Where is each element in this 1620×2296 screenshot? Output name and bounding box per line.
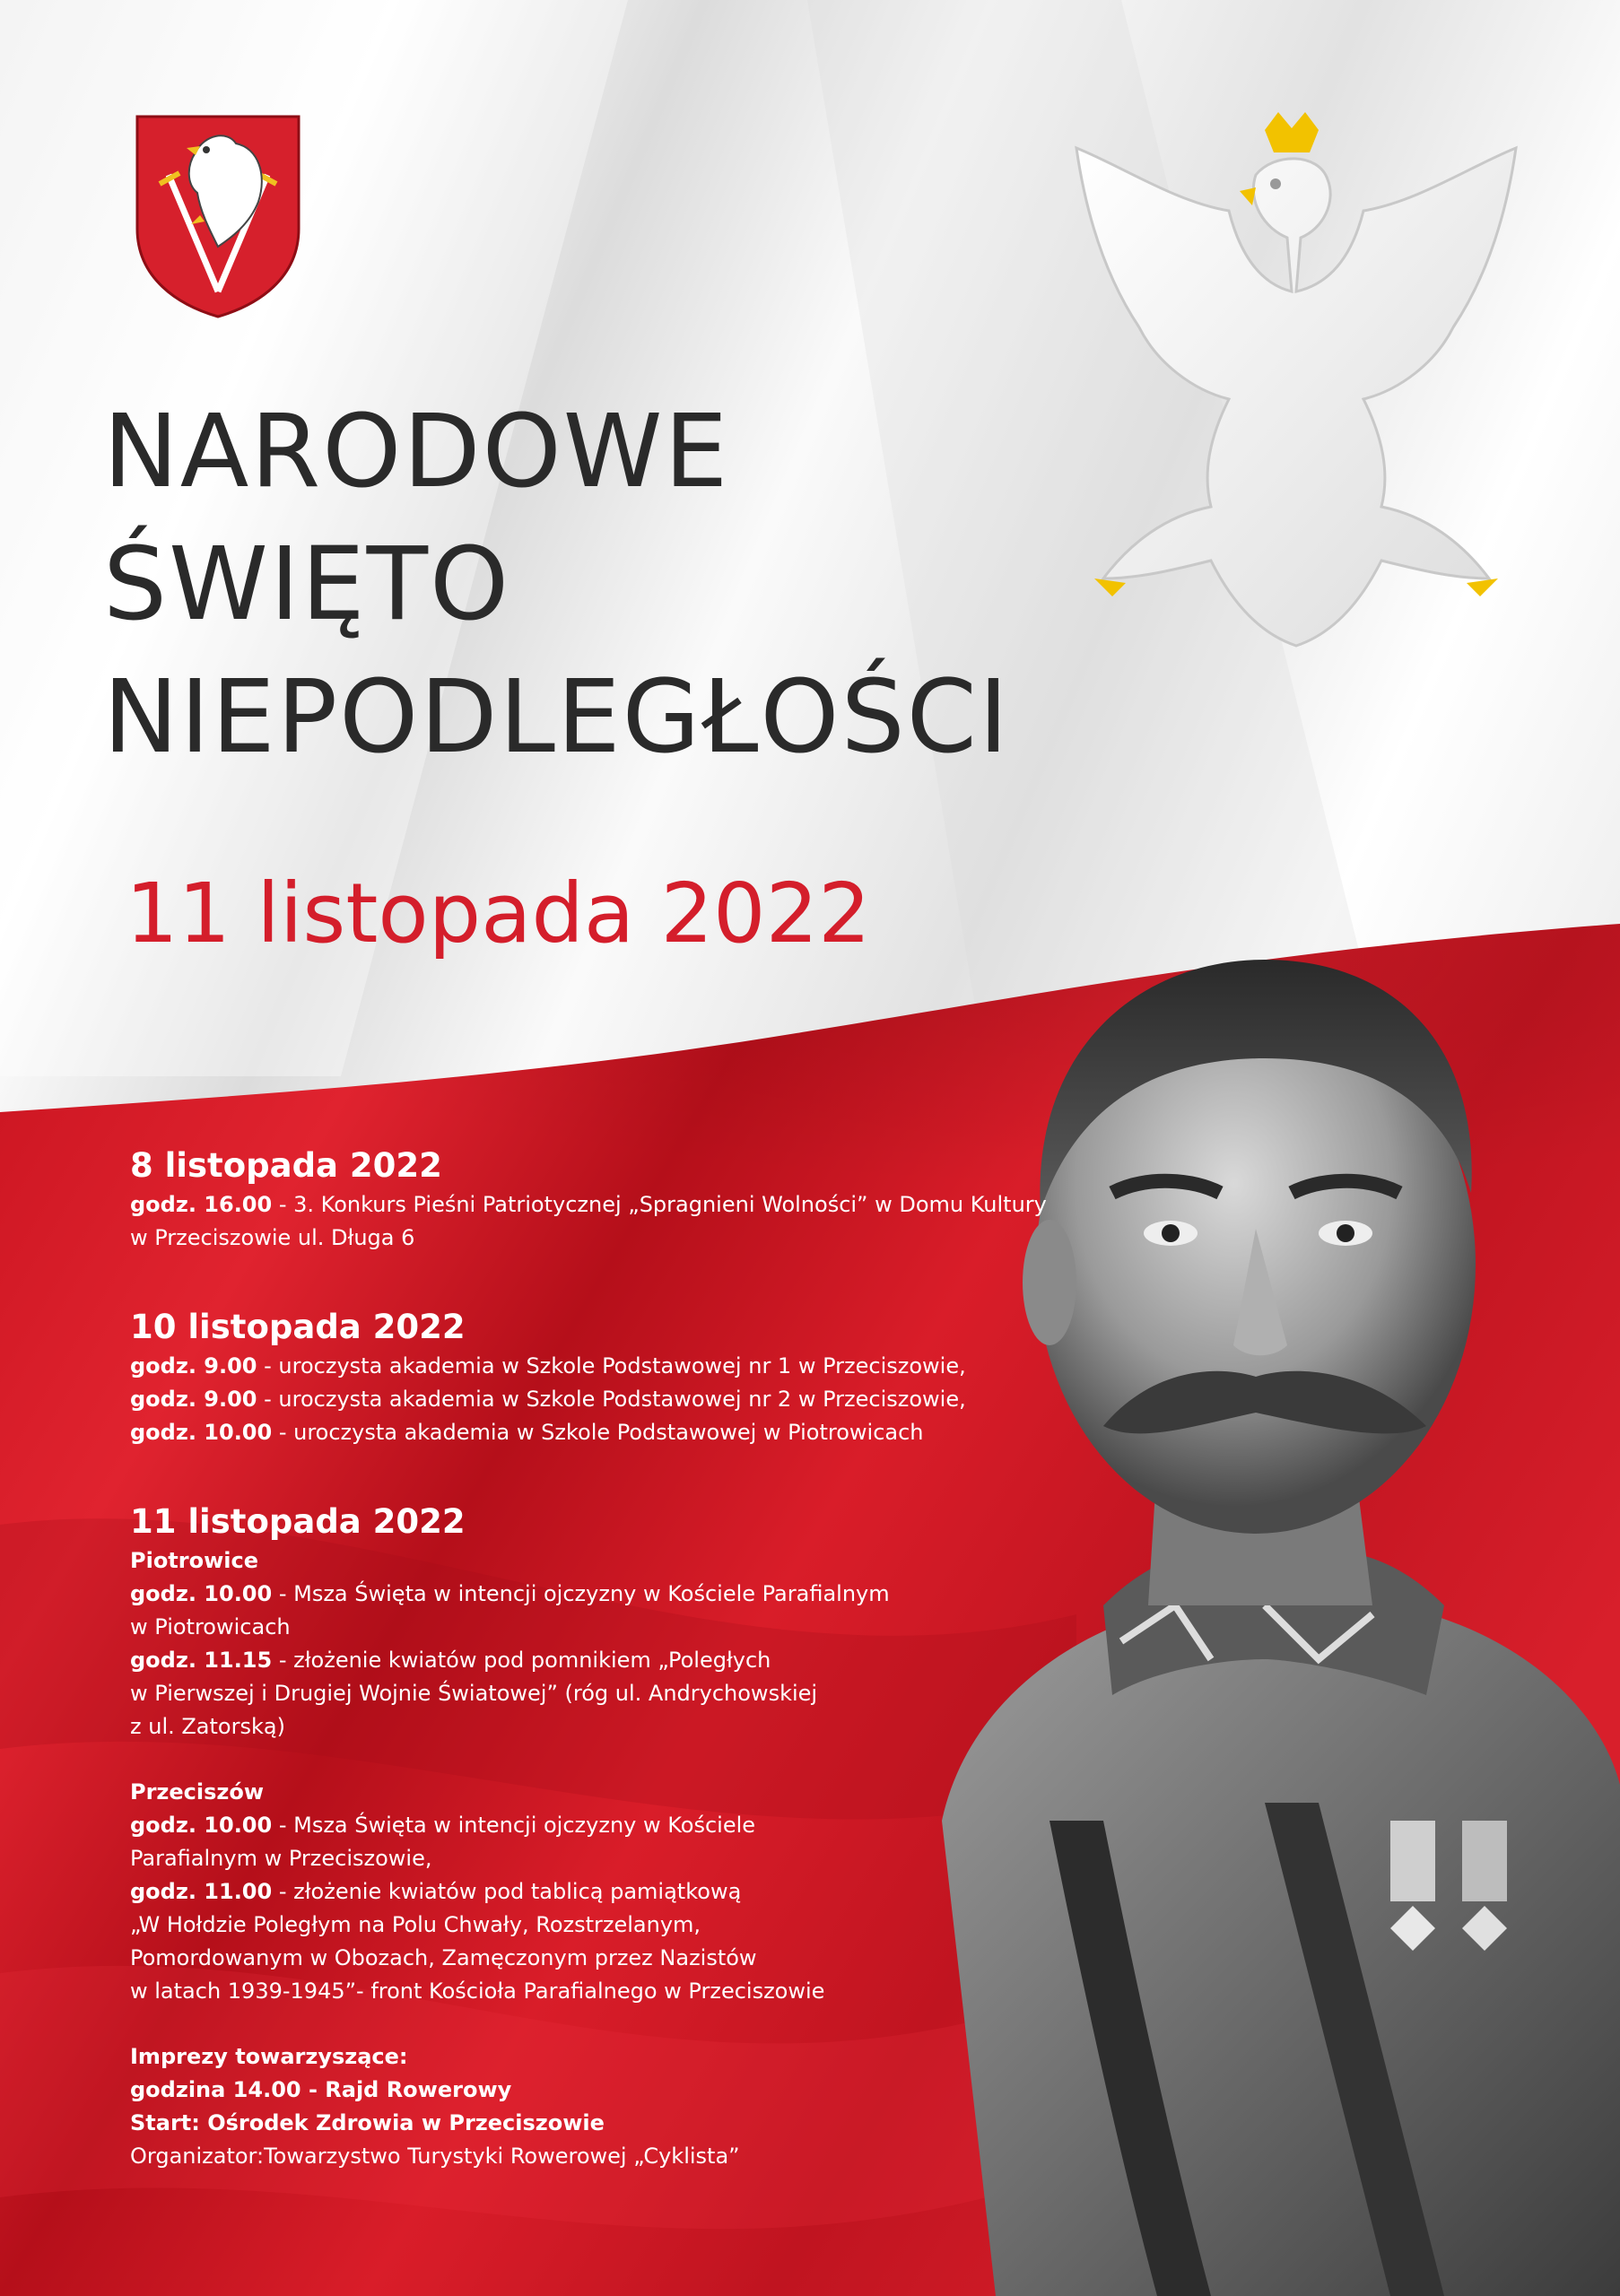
event-line xyxy=(130,1842,1063,1875)
event-time: godz. 11.00 xyxy=(130,1879,273,1904)
event-time: godz. 9.00 xyxy=(130,1353,257,1378)
event-text: - złożenie kwiatów pod tablicą pamiątkową xyxy=(272,1879,742,1904)
event-text: - uroczysta akademia w Szkole Podstawowej nr 1 w Przeciszowie, xyxy=(257,1353,966,1378)
event-text: z ul. Zatorską) xyxy=(130,1714,285,1739)
event-text: Pomordowanym w Obozach, Zamęczonym przez Nazistów xyxy=(130,1945,757,1970)
event-text: - uroczysta akademia w Szkole Podstawowej w Piotrowicach xyxy=(272,1420,924,1445)
event-program xyxy=(130,1144,1063,2173)
poster-title xyxy=(103,386,1010,784)
day-section-3 xyxy=(130,1500,1063,2173)
event-time: godz. 11.15 xyxy=(130,1648,273,1673)
event-line xyxy=(130,1644,1063,1677)
main-date: 11 listopada 2022 xyxy=(126,865,871,961)
place-heading: Przeciszów xyxy=(130,1779,265,1805)
event-text: „W Hołdzie Poległym na Polu Chwały, Rozstrzelanym, xyxy=(130,1912,701,1937)
extras-line: Start: Ośrodek Zdrowia w Przeciszowie xyxy=(130,2110,605,2135)
title-line-2: ŚWIĘTO xyxy=(103,526,511,643)
event-line xyxy=(130,1611,1063,1644)
event-text: w Pierwszej i Drugiej Wojnie Światowej” (róg ul. Andrychowskiej xyxy=(130,1681,818,1706)
event-time: godz. 9.00 xyxy=(130,1387,257,1412)
event-text: - złożenie kwiatów pod pomnikiem „Poległych xyxy=(272,1648,771,1673)
event-text: w Przeciszowie ul. Długa 6 xyxy=(130,1225,415,1250)
place-heading: Piotrowice xyxy=(130,1548,259,1573)
extras-heading: Imprezy towarzyszące: xyxy=(130,2044,408,2069)
event-text: - uroczysta akademia w Szkole Podstawowej nr 2 w Przeciszowie, xyxy=(257,1387,966,1412)
event-time: godz. 10.00 xyxy=(130,1420,273,1445)
day-section-1 xyxy=(130,1144,1063,1255)
event-line xyxy=(130,1942,1063,1975)
event-text: w latach 1939-1945”- front Kościoła Parafialnego w Przeciszowie xyxy=(130,1979,825,2004)
day-heading: 10 listopada 2022 xyxy=(130,1308,466,1346)
event-time: godz. 10.00 xyxy=(130,1813,273,1838)
event-time: godz. 10.00 xyxy=(130,1581,273,1606)
event-line xyxy=(130,1578,1063,1611)
event-line xyxy=(130,1710,1063,1744)
event-text: Parafialnym w Przeciszowie, xyxy=(130,1846,432,1871)
event-text: - Msza Święta w intencji ojczyzny w Kościele Parafialnym xyxy=(272,1581,890,1606)
title-line-1: NARODOWE xyxy=(103,394,730,510)
event-text: - Msza Święta w intencji ojczyzny w Kościele xyxy=(272,1813,756,1838)
white-eagle-icon xyxy=(1041,112,1552,650)
extras-organizer: Organizator:Towarzystwo Turystyki Rowerowej „Cyklista” xyxy=(130,2144,740,2169)
day-heading: 8 listopada 2022 xyxy=(130,1146,442,1185)
event-line xyxy=(130,1975,1063,2008)
title-line-3: NIEPODLEGŁOŚCI xyxy=(103,659,1010,776)
event-line xyxy=(130,1677,1063,1710)
event-line xyxy=(130,1188,1063,1222)
event-line xyxy=(130,1350,1063,1383)
event-text: - 3. Konkurs Pieśni Patriotycznej „Spragnieni Wolności” w Domu Kultury xyxy=(272,1192,1047,1217)
event-line xyxy=(130,1909,1063,1942)
event-line xyxy=(130,1383,1063,1416)
event-line xyxy=(130,1809,1063,1842)
day-heading: 11 listopada 2022 xyxy=(130,1502,466,1541)
event-time: godz. 16.00 xyxy=(130,1192,273,1217)
extras-line: godzina 14.00 - Rajd Rowerowy xyxy=(130,2077,512,2102)
day-section-2 xyxy=(130,1305,1063,1449)
event-line xyxy=(130,1222,1063,1255)
coat-of-arms-icon xyxy=(133,112,303,318)
event-text: w Piotrowicach xyxy=(130,1614,291,1639)
event-line xyxy=(130,1875,1063,1909)
event-line xyxy=(130,1416,1063,1449)
